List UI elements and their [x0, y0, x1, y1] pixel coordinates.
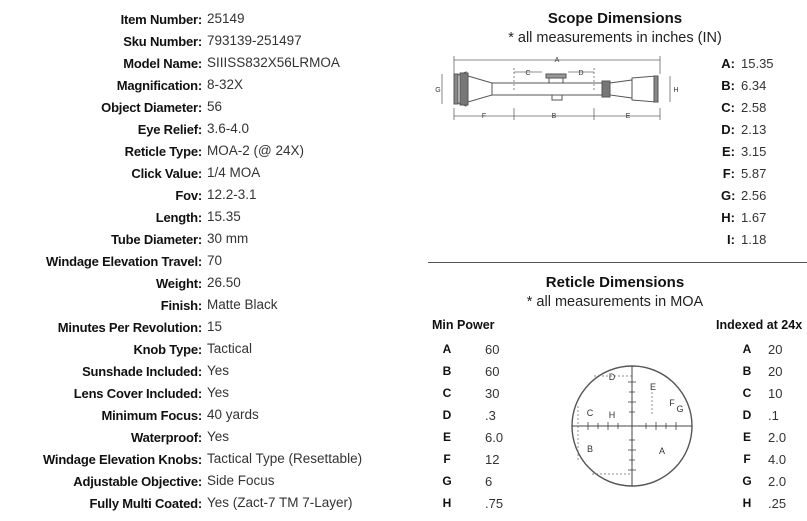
spec-value: 56	[207, 99, 223, 114]
reticle-dim-letter: G	[442, 474, 452, 488]
spec-row	[0, 294, 420, 316]
reticle-dim-value: 6.0	[485, 430, 504, 445]
spec-label: Model Name:	[123, 56, 202, 71]
reticle-dim-value: 20	[768, 364, 783, 379]
scope-dim-value: 1.18	[741, 232, 767, 247]
spec-value: Yes (Zact-7 TM 7-Layer)	[207, 495, 353, 510]
scope-dim-letter: G:	[721, 188, 736, 203]
reticle-dim-letter: F	[443, 452, 451, 466]
spec-label: Tube Diameter:	[111, 232, 202, 247]
spec-value: Yes	[207, 429, 230, 444]
reticle-dim-value: .1	[768, 408, 779, 423]
scope-dim-letter: H:	[721, 210, 735, 225]
spec-row	[0, 404, 420, 426]
spec-label: Click Value:	[131, 166, 202, 181]
scope-diagram	[432, 50, 692, 125]
scope-label-b: B	[551, 113, 557, 120]
spec-value: SIIISS832X56LRMOA	[207, 55, 340, 70]
spec-label: Eye Relief:	[137, 122, 202, 137]
reticle-label-b: B	[586, 444, 594, 454]
reticle-dim-letter: E	[442, 430, 451, 444]
spec-row	[0, 140, 420, 162]
scope-label-e: E	[625, 113, 631, 120]
spec-label: Minimum Focus:	[101, 408, 202, 423]
scope-dim-value: 5.87	[741, 166, 767, 181]
spec-value: Yes	[207, 363, 230, 378]
reticle-dim-letter: C	[442, 386, 452, 400]
spec-row	[0, 448, 420, 470]
spec-row	[0, 272, 420, 294]
spec-value: 12.2-3.1	[207, 187, 257, 202]
spec-label: Length:	[155, 210, 202, 225]
spec-value: 70	[207, 253, 223, 268]
spec-value: 26.50	[207, 275, 241, 290]
spec-label: Adjustable Objective:	[73, 474, 202, 489]
scope-dimensions-subtitle: * all measurements in inches (IN)	[508, 30, 722, 46]
spec-value: Tactical	[207, 341, 253, 356]
scope-dim-value: 2.13	[741, 122, 767, 137]
reticle-label-e: E	[649, 382, 657, 392]
reticle-dim-value: .3	[485, 408, 496, 423]
reticle-label-h: H	[608, 410, 616, 420]
spec-label: Finish:	[160, 298, 202, 313]
spec-row	[0, 52, 420, 74]
spec-row	[0, 382, 420, 404]
spec-label: Reticle Type:	[124, 144, 202, 159]
spec-label: Knob Type:	[133, 342, 202, 357]
scope-dim-letter: D:	[721, 122, 735, 137]
reticle-label-a: A	[658, 446, 666, 456]
spec-row	[0, 228, 420, 250]
reticle-dim-value: 2.0	[768, 474, 787, 489]
spec-row	[0, 250, 420, 272]
spec-value: Yes	[207, 385, 230, 400]
reticle-dim-letter: E	[742, 430, 751, 444]
reticle-dim-letter: H	[742, 496, 752, 510]
reticle-dim-letter: G	[742, 474, 752, 488]
scope-dim-value: 2.56	[741, 188, 767, 203]
spec-value: 8-32X	[207, 77, 244, 92]
spec-row	[0, 96, 420, 118]
spec-value: Tactical Type (Resettable)	[207, 451, 363, 466]
spec-value: 3.6-4.0	[207, 121, 250, 136]
reticle-dim-letter: B	[742, 364, 752, 378]
scope-dim-letter: A:	[721, 56, 735, 71]
spec-value: 15	[207, 319, 223, 334]
scope-dim-letter: B:	[721, 78, 735, 93]
spec-row	[0, 30, 420, 52]
spec-label: Item Number:	[120, 12, 202, 27]
reticle-diagram	[568, 362, 696, 490]
scope-label-c: C	[525, 70, 531, 77]
spec-value: 25149	[207, 11, 245, 26]
scope-label-a: A	[554, 57, 560, 64]
spec-row	[0, 360, 420, 382]
reticle-dim-value: 2.0	[768, 430, 787, 445]
reticle-dim-letter: H	[442, 496, 452, 510]
reticle-dim-value: 60	[485, 364, 500, 379]
scope-dim-letter: F:	[722, 166, 735, 181]
reticle-dim-value: 20	[768, 342, 783, 357]
scope-label-h: H	[673, 87, 679, 94]
spec-row	[0, 470, 420, 492]
spec-label: Object Diameter:	[101, 100, 202, 115]
spec-row	[0, 206, 420, 228]
reticle-label-g: G	[676, 404, 684, 414]
reticle-dim-letter: B	[442, 364, 452, 378]
spec-row	[0, 338, 420, 360]
spec-value: Side Focus	[207, 473, 275, 488]
scope-label-f: F	[481, 113, 487, 120]
divider	[428, 262, 807, 263]
scope-dim-value: 6.34	[741, 78, 767, 93]
scope-dim-letter: I:	[727, 232, 735, 247]
reticle-dim-value: 4.0	[768, 452, 787, 467]
spec-label: Lens Cover Included:	[73, 386, 202, 401]
spec-label: Sku Number:	[123, 34, 202, 49]
spec-row	[0, 426, 420, 448]
spec-row	[0, 8, 420, 30]
spec-row	[0, 184, 420, 206]
spec-label: Weight:	[155, 276, 202, 291]
spec-value: 793139-251497	[207, 33, 302, 48]
scope-dim-value: 15.35	[741, 56, 774, 71]
spec-row	[0, 162, 420, 184]
reticle-label-c: C	[586, 408, 594, 418]
reticle-dim-letter: C	[742, 386, 752, 400]
reticle-dimensions-subtitle: * all measurements in MOA	[526, 294, 704, 310]
scope-label-d: D	[578, 70, 584, 77]
indexed-heading: Indexed at 24x	[716, 318, 803, 332]
spec-label: Magnification:	[116, 78, 202, 93]
scope-dim-value: 3.15	[741, 144, 767, 159]
scope-dim-value: 1.67	[741, 210, 767, 225]
spec-value: 40 yards	[207, 407, 259, 422]
min-power-heading: Min Power	[432, 318, 495, 332]
scope-label-g: G	[435, 87, 441, 94]
spec-label: Minutes Per Revolution:	[57, 320, 202, 335]
reticle-dim-letter: A	[442, 342, 452, 356]
reticle-dim-value: .25	[768, 496, 787, 511]
spec-label: Fully Multi Coated:	[89, 496, 202, 511]
scope-dim-letter: C:	[721, 100, 735, 115]
reticle-dim-letter: A	[742, 342, 752, 356]
spec-value: Matte Black	[207, 297, 278, 312]
reticle-dim-letter: D	[442, 408, 452, 422]
reticle-dim-value: 12	[485, 452, 500, 467]
spec-label: Windage Elevation Travel:	[46, 254, 202, 269]
spec-value: 15.35	[207, 209, 241, 224]
reticle-dimensions-title: Reticle Dimensions	[545, 274, 685, 291]
reticle-dim-value: 10	[768, 386, 783, 401]
reticle-dim-value: 6	[485, 474, 493, 489]
spec-value: 1/4 MOA	[207, 165, 261, 180]
spec-label: Sunshade Included:	[82, 364, 202, 379]
spec-row	[0, 118, 420, 140]
scope-dim-value: 2.58	[741, 100, 767, 115]
scope-dim-letter: E:	[722, 144, 735, 159]
reticle-dim-letter: D	[742, 408, 752, 422]
spec-label: Waterproof:	[131, 430, 202, 445]
reticle-dim-value: 30	[485, 386, 500, 401]
reticle-dim-value: .75	[485, 496, 504, 511]
spec-value: 30 mm	[207, 231, 249, 246]
scope-dimensions-title: Scope Dimensions	[547, 10, 683, 27]
spec-label: Windage Elevation Knobs:	[42, 452, 202, 467]
reticle-label-f: F	[669, 398, 675, 408]
spec-row	[0, 74, 420, 96]
spec-value: MOA-2 (@ 24X)	[207, 143, 304, 158]
spec-label: Fov:	[175, 188, 202, 203]
spec-row	[0, 316, 420, 338]
reticle-dim-letter: F	[743, 452, 751, 466]
spec-row	[0, 492, 420, 514]
reticle-dim-value: 60	[485, 342, 500, 357]
reticle-label-d: D	[608, 372, 616, 382]
